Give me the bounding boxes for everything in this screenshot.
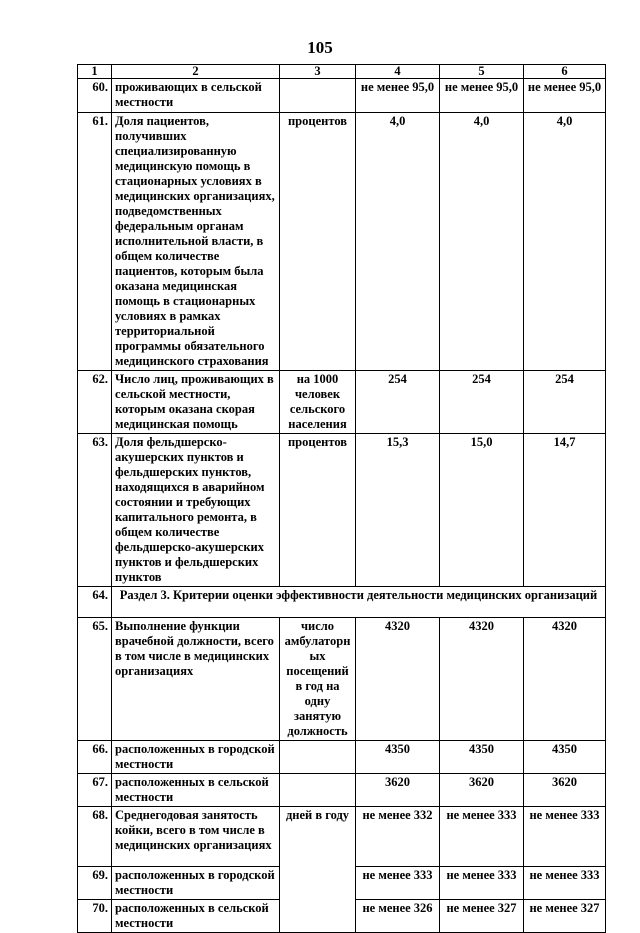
row-value-col5: не менее 95,0 — [440, 79, 524, 113]
row-number: 67. — [78, 774, 112, 807]
row-number: 70. — [78, 900, 112, 933]
row-value-col6: не менее 95,0 — [524, 79, 606, 113]
row-value-col4: 4350 — [356, 741, 440, 774]
row-unit: дней в году — [280, 807, 356, 867]
header-cell-1: 1 — [78, 65, 112, 79]
row-unit: процентов — [280, 113, 356, 371]
table-row — [78, 741, 606, 774]
table-row — [78, 900, 606, 933]
row-value-col5: 4,0 — [440, 113, 524, 371]
row-value-col4: 4,0 — [356, 113, 440, 371]
row-number: 66. — [78, 741, 112, 774]
row-value-col4: 4320 — [356, 618, 440, 741]
row-number: 62. — [78, 371, 112, 434]
row-value-col5: не менее 333 — [440, 867, 524, 900]
row-value-col4: 3620 — [356, 774, 440, 807]
header-cell-2: 2 — [112, 65, 280, 79]
row-value-col4: не менее 326 — [356, 900, 440, 933]
row-value-col5: 4350 — [440, 741, 524, 774]
row-number: 61. — [78, 113, 112, 371]
section-title: Раздел 3. Критерии оценки эффективности деятельности медицинских организаций — [112, 587, 606, 618]
table-row — [78, 618, 606, 741]
row-value-col4: 15,3 — [356, 434, 440, 587]
row-description: расположенных в городской местности — [112, 741, 280, 774]
row-value-col6: 14,7 — [524, 434, 606, 587]
row-number: 63. — [78, 434, 112, 587]
row-description: Среднегодовая занятость койки, всего в том числе в медицинских организациях — [112, 807, 280, 867]
row-value-col6: 4320 — [524, 618, 606, 741]
table-row — [78, 774, 606, 807]
row-description: Доля пациентов, получивших специализированную медицинскую помощь в стационарных условиях в медицинских организациях, подведомственных федеральным органам исполнительной власти, в общем количестве пациентов, которым была оказана медицинская помощь в стационарных условиях в рамках территориальной программы обязательного медицинского страхования — [112, 113, 280, 371]
table-row — [78, 79, 606, 113]
row-value-col6: не менее 333 — [524, 807, 606, 867]
row-value-col5: 4320 — [440, 618, 524, 741]
row-value-col4: не менее 333 — [356, 867, 440, 900]
row-number: 60. — [78, 79, 112, 113]
row-number: 68. — [78, 807, 112, 867]
header-cell-5: 5 — [440, 65, 524, 79]
criteria-table — [77, 64, 606, 933]
row-value-col6: не менее 333 — [524, 867, 606, 900]
row-unit: на 1000 человек сельского населения — [280, 371, 356, 434]
row-value-col6: 4350 — [524, 741, 606, 774]
page-number: 105 — [307, 38, 333, 57]
row-description: расположенных в городской местности — [112, 867, 280, 900]
row-description: проживающих в сельской местности — [112, 79, 280, 113]
header-cell-3: 3 — [280, 65, 356, 79]
row-description: Выполнение функции врачебной должности, всего в том числе в медицинских организациях — [112, 618, 280, 741]
row-value-col4: не менее 332 — [356, 807, 440, 867]
row-value-col5: не менее 327 — [440, 900, 524, 933]
table-row — [78, 867, 606, 900]
section-row — [78, 587, 606, 618]
row-description: Доля фельдшерско-акушерских пунктов и фельдшерских пунктов, находящихся в аварийном состоянии и требующих капитального ремонта, в общем количестве фельдшерско-акушерских пунктов и фельдшерских пунктов — [112, 434, 280, 587]
row-description: расположенных в сельской местности — [112, 774, 280, 807]
row-number: 65. — [78, 618, 112, 741]
row-value-col5: не менее 333 — [440, 807, 524, 867]
row-unit: число амбулаторных посещений в год на одну занятую должность — [280, 618, 356, 741]
row-value-col5: 3620 — [440, 774, 524, 807]
row-unit — [280, 79, 356, 113]
row-value-col6: не менее 327 — [524, 900, 606, 933]
table-row — [78, 371, 606, 434]
header-cell-4: 4 — [356, 65, 440, 79]
row-value-col4: 254 — [356, 371, 440, 434]
table-row — [78, 113, 606, 371]
row-value-col5: 254 — [440, 371, 524, 434]
row-unit — [280, 774, 356, 807]
row-value-col6: 254 — [524, 371, 606, 434]
row-unit — [280, 900, 356, 933]
row-value-col6: 3620 — [524, 774, 606, 807]
row-value-col5: 15,0 — [440, 434, 524, 587]
table-row — [78, 434, 606, 587]
row-number: 64. — [78, 587, 112, 618]
row-number: 69. — [78, 867, 112, 900]
row-unit — [280, 741, 356, 774]
row-unit — [280, 867, 356, 900]
table-row — [78, 807, 606, 867]
row-value-col6: 4,0 — [524, 113, 606, 371]
table-header-row — [78, 65, 606, 79]
header-cell-6: 6 — [524, 65, 606, 79]
row-description: расположенных в сельской местности — [112, 900, 280, 933]
row-description: Число лиц, проживающих в сельской местности, которым оказана скорая медицинская помощь — [112, 371, 280, 434]
row-value-col4: не менее 95,0 — [356, 79, 440, 113]
row-unit: процентов — [280, 434, 356, 587]
